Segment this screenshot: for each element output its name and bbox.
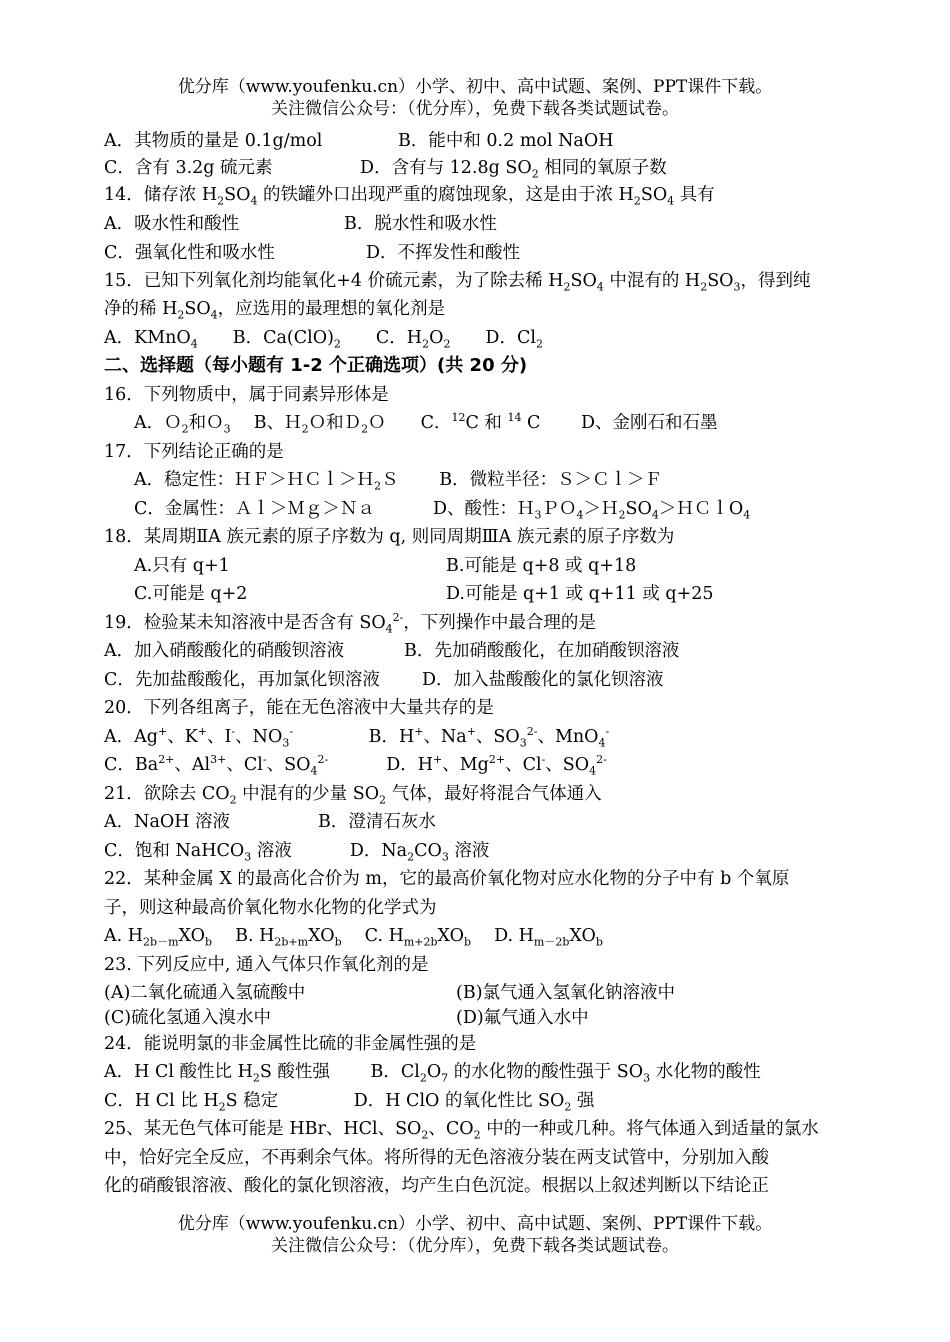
text-line-option: D．加入盐酸酸化的氯化钡溶液 — [422, 670, 664, 690]
text-line: 20．下列各组离子，能在无色溶液中大量共存的是 — [104, 698, 494, 718]
text-line: C．$Ba^{2+}$、$Al^{3+}$、Cl-、$SO_4^{2-}$ D．H+、$Mg^{2+}$、Cl-、$SO_4^{2-}$ — [104, 753, 607, 778]
text-line: A. $H_{2b-m}XO_b$ B. $H_{2b+m}XO_b$ C. $H_{m+2b}XO_b$ D. $H_{m-2b}XO_b$ — [104, 926, 603, 949]
text-line: C．金属性：Ａｌ＞Ｍｇ＞Ｎａ D、酸性：$H_3PO_4>H_2SO_4>HClO_4$ — [134, 499, 751, 522]
text-line: 23. 下列反应中, 通入气体只作氧化剂的是 — [104, 955, 429, 975]
header-line-1: 优分库（www.youfenku.cn）小学、初中、高中试题、案例、PPT课件下载。 — [177, 77, 773, 97]
text-line: 17．下列结论正确的是 — [104, 442, 284, 462]
text-line: C．H Cl 比 $H_2S$ 稳定 D．H ClO 的氧化性比 $SO_2$ 强 — [104, 1091, 595, 1114]
text-line: A.只有 q+1 — [134, 556, 230, 576]
footer-line-2: 关注微信公众号：（优分库），免费下载各类试题试卷。 — [271, 1236, 679, 1256]
text-line: 21．欲除去 $CO_2$ 中混有的少量 $SO_2$ 气体，最好将混合气体通入 — [104, 784, 602, 807]
text-line: A．其物质的量是 0.1g/mol — [104, 131, 323, 151]
text-line: 16．下列物质中，属于同素异形体是 — [104, 385, 389, 405]
text-line-option: B．脱水性和吸水性 — [344, 214, 497, 234]
text-line-option: (B)氯气通入氢氧化钠溶液中 — [456, 983, 676, 1003]
text-line: 二、选择题（每小题有 1-2 个正确选项）(共 20 分) — [104, 355, 528, 376]
text-line: 子，则这种最高价氧化物水化物的化学式为 — [104, 898, 437, 918]
text-line-option: D．不挥发性和酸性 — [366, 243, 521, 263]
footer-line-1: 优分库（www.youfenku.cn）小学、初中、高中试题、案例、PPT课件下载。 — [177, 1214, 773, 1234]
text-line: C．强氧化性和吸水性 — [104, 243, 275, 263]
text-line: A．加入硝酸酸化的硝酸钡溶液 — [104, 641, 345, 661]
text-line-option: B．能中和 0.2 mol NaOH — [398, 131, 614, 151]
text-line: 19．检验某未知溶液中是否含有 $SO_4^{2-}$，下列操作中最合理的是 — [104, 611, 596, 636]
text-line: C.可能是 q+2 — [134, 584, 248, 604]
text-line: 化的硝酸银溶液、酸化的氯化钡溶液，均产生白色沉淀。根据以上叙述判断以下结论正 — [104, 1176, 769, 1196]
text-line: A．NaOH 溶液 — [104, 812, 231, 832]
text-line: C．饱和 NaHCO$_3$ 溶液 D．$Na_2CO_3$ 溶液 — [104, 841, 490, 864]
text-line: A．吸水性和酸性 — [104, 214, 240, 234]
text-line: (A)二氧化硫通入氢硫酸中 — [104, 983, 306, 1003]
text-line-option: B．澄清石灰水 — [318, 812, 436, 832]
text-line: A．KMnO$_4$ B．$Ca(ClO)_2$ C．$H_2O_2$ D．$Cl_2$ — [104, 328, 543, 351]
text-line: 15．已知下列氧化剂均能氧化+4 价硫元素，为了除去稀 $H_2SO_4$ 中混有的 $H_2SO_3$，得到纯 — [104, 271, 811, 294]
text-line: A．H Cl 酸性比 $H_2S$ 酸性强 B．$Cl_2O_7$ 的水化物的酸性强于 $SO_3$ 水化物的酸性 — [104, 1062, 761, 1085]
text-line-option: B．先加硝酸酸化，在加硝酸钡溶液 — [404, 641, 680, 661]
text-line: A．Ｏ$_2$和Ｏ$_3$ B、Ｈ$_2$Ｏ和Ｄ$_2$Ｏ C．$^{12}$C 和 $^{14}$ C D、金刚石和石墨 — [134, 411, 718, 436]
text-line-option: B.可能是 q+8 或 q+18 — [446, 556, 637, 576]
text-line-option: (D)氟气通入水中 — [456, 1008, 589, 1028]
text-line: 14．储存浓 $H_2SO_4$ 的铁罐外口出现严重的腐蚀现象，这是由于浓 $H_2SO_4$ 具有 — [104, 185, 715, 208]
text-line: 25、某无色气体可能是 HBr、HCl、$SO_2$、$CO_2$ 中的一种或几种。将气体通入到适量的氯水 — [104, 1119, 819, 1142]
header-line-2: 关注微信公众号：（优分库），免费下载各类试题试卷。 — [271, 99, 679, 119]
text-line: A．稳定性：ＨＦ＞ＨＣｌ＞Ｈ$_2$Ｓ B．微粒半径：Ｓ＞Ｃｌ＞Ｆ — [134, 470, 663, 493]
text-line: 18．某周期ⅡA 族元素的原子序数为 q, 则同周期ⅢA 族元素的原子序数为 — [104, 527, 675, 547]
text-line: C．含有 3.2g 硫元素 D．含有与 12.8g $SO_2$ 相同的氧原子数 — [104, 158, 667, 181]
text-line: C．先加盐酸酸化，再加氯化钡溶液 — [104, 670, 380, 690]
text-line: 22．某种金属 X 的最高化合价为 m，它的最高价氧化物对应水化物的分子中有 b 个氧原 — [104, 869, 790, 889]
text-line: 净的稀 $H_2SO_4$，应选用的最理想的氧化剂是 — [104, 299, 446, 322]
text-line: (C)硫化氢通入溴水中 — [104, 1008, 272, 1028]
text-line: 中，恰好完全反应，不再剩余气体。将所得的无色溶液分装在两支试管中，分别加入酸 — [104, 1148, 769, 1168]
text-line: A．Ag+、K+、I-、$NO_3^-$ B．H+、Na+、$SO_3^{2-}$、MnO$_4$- — [104, 725, 610, 750]
text-line-option: D.可能是 q+1 或 q+11 或 q+25 — [446, 584, 714, 604]
text-line: 24．能说明氯的非金属性比硫的非金属性强的是 — [104, 1034, 477, 1054]
